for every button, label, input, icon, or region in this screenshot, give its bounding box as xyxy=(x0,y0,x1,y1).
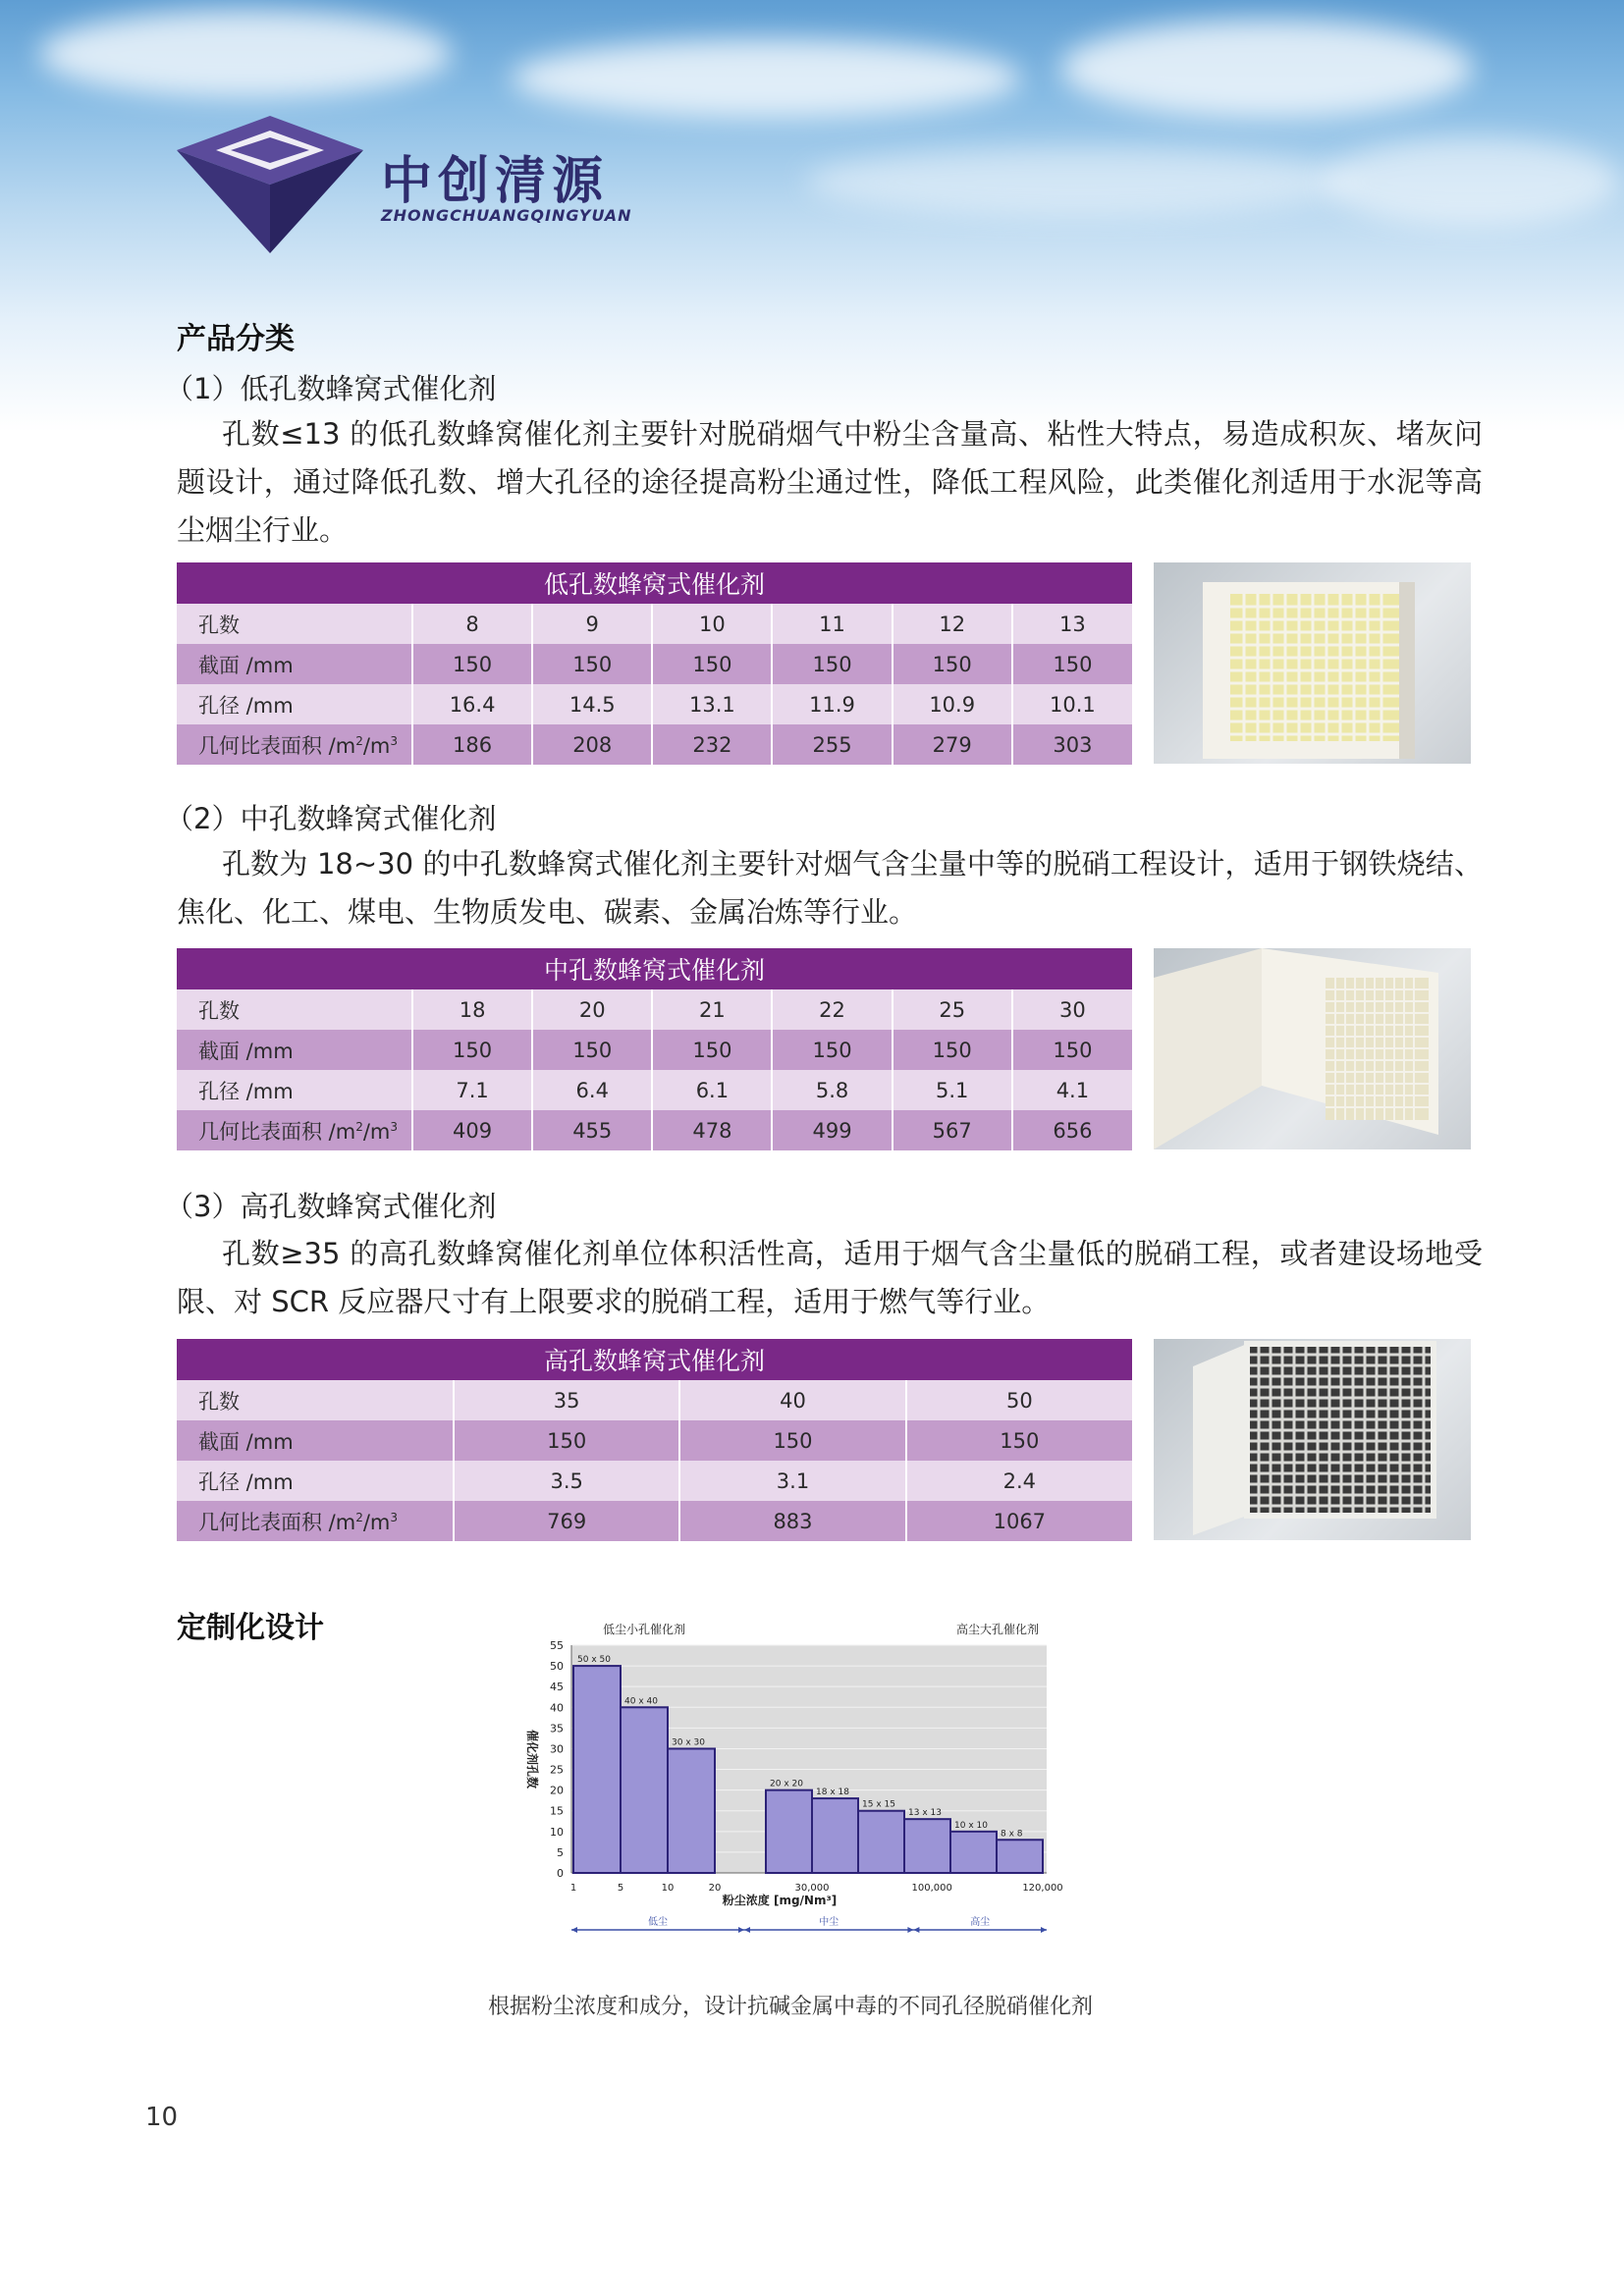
zone-label: 低尘 xyxy=(648,1917,668,1928)
table-row xyxy=(177,1380,1132,1420)
table-cell: 1067 xyxy=(906,1501,1132,1541)
chart-bar xyxy=(668,1748,715,1873)
table-cell: 150 xyxy=(532,1030,652,1070)
table-cell: 232 xyxy=(652,724,772,765)
brand-name-en: ZHONGCHUANGQINGYUAN xyxy=(381,206,632,225)
table-cell: 883 xyxy=(679,1501,905,1541)
bar-data-label: 20 x 20 xyxy=(770,1779,803,1789)
table-cell: 150 xyxy=(412,644,532,684)
subtitle-high: （3）高孔数蜂窝式催化剂 xyxy=(165,1190,497,1223)
cloud xyxy=(805,147,1355,216)
table-cell: 150 xyxy=(1012,644,1132,684)
cloud xyxy=(39,10,452,98)
table-cell: 150 xyxy=(1012,1030,1132,1070)
bar-data-label: 15 x 15 xyxy=(862,1799,895,1810)
table-row xyxy=(177,644,1132,684)
arrow-head-icon xyxy=(1041,1927,1047,1933)
arrow-head-icon xyxy=(744,1927,750,1933)
bar-data-label: 13 x 13 xyxy=(908,1808,942,1819)
table-row xyxy=(177,1030,1132,1070)
y-tick-label: 5 xyxy=(557,1845,564,1859)
table-cell: 255 xyxy=(772,724,892,765)
table-cell: 7.1 xyxy=(412,1070,532,1110)
table-cell: 478 xyxy=(652,1110,772,1150)
y-tick-label: 25 xyxy=(550,1763,564,1777)
table-cell: 150 xyxy=(454,1420,679,1461)
table-cell: 10 xyxy=(652,604,772,644)
x-tick-label: 10 xyxy=(661,1883,675,1894)
y-tick-label: 20 xyxy=(550,1784,564,1797)
y-tick-label: 30 xyxy=(550,1742,564,1756)
chart-caption: 根据粉尘浓度和成分，设计抗碱金属中毒的不同孔径脱硝催化剂 xyxy=(488,1995,1094,2019)
table-row xyxy=(177,1070,1132,1110)
dust-chart xyxy=(511,1610,1119,1963)
table-cell: 6.4 xyxy=(532,1070,652,1110)
table-cell: 409 xyxy=(412,1110,532,1150)
table-cell: 186 xyxy=(412,724,532,765)
table-cell: 10.1 xyxy=(1012,684,1132,724)
table-cell: 150 xyxy=(893,644,1012,684)
cloud xyxy=(511,39,1021,118)
table-row xyxy=(177,1110,1132,1150)
table-cell: 9 xyxy=(532,604,652,644)
product-photo-high xyxy=(1154,1339,1471,1540)
y-tick-label: 10 xyxy=(550,1825,564,1839)
table-cell: 4.1 xyxy=(1012,1070,1132,1110)
table-cell: 25 xyxy=(893,989,1012,1030)
row-label: 几何比表面积 $/m^2/m^3$ xyxy=(177,724,412,765)
brand-name-cn: 中创清源 xyxy=(381,152,610,211)
row-label: 截面 /mm xyxy=(177,1420,454,1461)
table-title: 低孔数蜂窝式催化剂 xyxy=(177,562,1132,604)
table-cell: 499 xyxy=(772,1110,892,1150)
x-axis-label: 粉尘浓度 [mg/Nm³] xyxy=(722,1894,838,1907)
table-row xyxy=(177,989,1132,1030)
table-cell: 21 xyxy=(652,989,772,1030)
chart-bar xyxy=(812,1798,858,1873)
y-tick-label: 35 xyxy=(550,1722,564,1735)
table-cell: 11.9 xyxy=(772,684,892,724)
chart-bar xyxy=(997,1840,1043,1873)
table-cell: 279 xyxy=(893,724,1012,765)
bar-data-label: 40 x 40 xyxy=(624,1696,658,1707)
table-title: 高孔数蜂窝式催化剂 xyxy=(177,1339,1132,1380)
chart-bar xyxy=(858,1811,904,1873)
paragraph-low: 孔数≤13 的低孔数蜂窝催化剂主要针对脱硝烟气中粉尘含量高、粘性大特点，易造成积灰、堵灰问题设计，通过降低孔数、增大孔径的途径提高粉尘通过性，降低工程风险，此类催化剂适用于水泥等高尘烟尘行业。 xyxy=(177,417,1483,547)
y-tick-label: 40 xyxy=(550,1701,564,1715)
table-row xyxy=(177,1501,1132,1541)
table-cell: 16.4 xyxy=(412,684,532,724)
table-cell: 150 xyxy=(772,1030,892,1070)
chart-bar xyxy=(573,1666,621,1873)
table-cell: 13.1 xyxy=(652,684,772,724)
subtitle-low: （1）低孔数蜂窝式催化剂 xyxy=(165,372,497,405)
table-row xyxy=(177,684,1132,724)
y-tick-labels xyxy=(550,1639,564,1880)
chart-bar xyxy=(904,1819,950,1873)
row-label: 截面 /mm xyxy=(177,644,412,684)
table-cell: 208 xyxy=(532,724,652,765)
section-title-custom: 定制化设计 xyxy=(177,1611,324,1645)
row-label: 几何比表面积 $/m^2/m^3$ xyxy=(177,1501,454,1541)
table-cell: 6.1 xyxy=(652,1070,772,1110)
zone-label: 高尘 xyxy=(970,1917,991,1928)
row-label: 孔径 /mm xyxy=(177,1461,454,1501)
table-cell: 5.8 xyxy=(772,1070,892,1110)
y-tick-label: 45 xyxy=(550,1681,564,1694)
table-cell: 3.5 xyxy=(454,1461,679,1501)
table-cell: 150 xyxy=(772,644,892,684)
table-cell: 3.1 xyxy=(679,1461,905,1501)
x-tick-label: 120,000 xyxy=(1022,1883,1063,1894)
table-cell: 656 xyxy=(1012,1110,1132,1150)
y-axis-label: 催化剂孔数 xyxy=(525,1729,539,1789)
subtitle-mid: （2）中孔数蜂窝式催化剂 xyxy=(165,802,497,835)
table-cell: 14.5 xyxy=(532,684,652,724)
table-cell: 11 xyxy=(772,604,892,644)
cloud xyxy=(1326,137,1620,226)
table-cell: 150 xyxy=(893,1030,1012,1070)
y-tick-label: 50 xyxy=(550,1660,564,1674)
y-tick-label: 55 xyxy=(550,1639,564,1652)
table-cell: 150 xyxy=(652,1030,772,1070)
table-row xyxy=(177,1461,1132,1501)
x-tick-labels xyxy=(570,1883,1063,1894)
table-cell: 150 xyxy=(679,1420,905,1461)
product-photo-mid xyxy=(1154,948,1471,1149)
bar-data-label: 18 x 18 xyxy=(816,1788,849,1798)
table-cell: 18 xyxy=(412,989,532,1030)
row-label: 孔径 /mm xyxy=(177,1070,412,1110)
chart-bar xyxy=(950,1832,997,1873)
chart-bar xyxy=(766,1790,812,1873)
x-tick-label: 100,000 xyxy=(911,1883,952,1894)
arrow-head-icon xyxy=(571,1927,577,1933)
table-row xyxy=(177,1420,1132,1461)
table-cell: 2.4 xyxy=(906,1461,1132,1501)
dust-zones xyxy=(571,1915,1047,1933)
arrow-head-icon xyxy=(738,1927,744,1933)
table-cell: 567 xyxy=(893,1110,1012,1150)
table-low xyxy=(177,562,1132,765)
table-cell: 8 xyxy=(412,604,532,644)
table-cell: 50 xyxy=(906,1380,1132,1420)
table-cell: 10.9 xyxy=(893,684,1012,724)
table-cell: 5.1 xyxy=(893,1070,1012,1110)
row-label: 几何比表面积 $/m^2/m^3$ xyxy=(177,1110,412,1150)
table-cell: 20 xyxy=(532,989,652,1030)
table-cell: 150 xyxy=(906,1420,1132,1461)
table-mid xyxy=(177,948,1132,1150)
table-cell: 35 xyxy=(454,1380,679,1420)
row-label: 孔数 xyxy=(177,1380,454,1420)
table-cell: 303 xyxy=(1012,724,1132,765)
x-tick-label: 20 xyxy=(708,1883,722,1894)
chart-bar xyxy=(621,1707,668,1873)
row-label: 孔数 xyxy=(177,989,412,1030)
table-row xyxy=(177,724,1132,765)
paragraph-mid: 孔数为 18~30 的中孔数蜂窝式催化剂主要针对烟气含尘量中等的脱硝工程设计，适用于钢铁烧结、焦化、化工、煤电、生物质发电、碳素、金属冶炼等行业。 xyxy=(177,847,1483,929)
bar-data-label: 30 x 30 xyxy=(672,1737,705,1748)
arrow-head-icon xyxy=(913,1927,919,1933)
table-cell: 150 xyxy=(412,1030,532,1070)
x-tick-label: 30,000 xyxy=(794,1883,830,1894)
zone-label: 中尘 xyxy=(819,1917,839,1928)
table-title: 中孔数蜂窝式催化剂 xyxy=(177,948,1132,989)
company-logo-icon xyxy=(177,116,363,253)
paragraph-high: 孔数≥35 的高孔数蜂窝催化剂单位体积活性高，适用于烟气含尘量低的脱硝工程，或者建设场地受限、对 SCR 反应器尺寸有上限要求的脱硝工程，适用于燃气等行业。 xyxy=(177,1237,1483,1318)
top-right-label: 高尘大孔催化剂 xyxy=(955,1623,1039,1636)
bar-data-label: 10 x 10 xyxy=(954,1820,988,1831)
row-label: 孔径 /mm xyxy=(177,684,412,724)
table-cell: 455 xyxy=(532,1110,652,1150)
table-cell: 40 xyxy=(679,1380,905,1420)
y-tick-label: 15 xyxy=(550,1804,564,1818)
table-cell: 150 xyxy=(652,644,772,684)
table-row xyxy=(177,604,1132,644)
table-cell: 769 xyxy=(454,1501,679,1541)
x-tick-label: 1 xyxy=(569,1883,577,1894)
product-photo-low xyxy=(1154,562,1471,764)
page-number: 10 xyxy=(145,2103,179,2132)
table-high xyxy=(177,1339,1132,1541)
table-cell: 22 xyxy=(772,989,892,1030)
bar-data-label: 8 x 8 xyxy=(1001,1829,1023,1840)
arrow-head-icon xyxy=(907,1927,913,1933)
bar-data-label: 50 x 50 xyxy=(577,1655,611,1666)
row-label: 截面 /mm xyxy=(177,1030,412,1070)
y-tick-label: 0 xyxy=(557,1867,564,1880)
x-tick-label: 5 xyxy=(617,1883,624,1894)
row-label: 孔数 xyxy=(177,604,412,644)
cloud xyxy=(1060,20,1473,118)
section-title-product: 产品分类 xyxy=(177,322,295,356)
table-cell: 30 xyxy=(1012,989,1132,1030)
table-cell: 150 xyxy=(532,644,652,684)
table-cell: 12 xyxy=(893,604,1012,644)
top-left-label: 低尘小孔催化剂 xyxy=(603,1623,686,1636)
table-cell: 13 xyxy=(1012,604,1132,644)
